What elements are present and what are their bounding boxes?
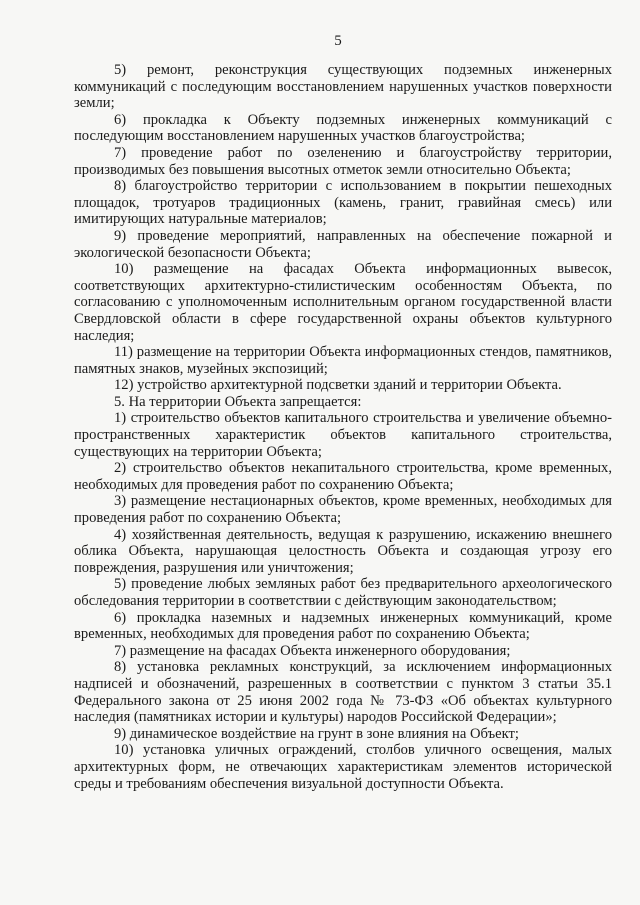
clause-5-10: 10) установка уличных ограждений, столбов уличного освещения, малых архитектурных форм, не отвечающих характеристикам элементов исторической среды и требованиям обеспечения визуальной доступности Объекта. <box>74 742 612 792</box>
clause-5-6: 6) прокладка наземных и надземных инженерных коммуникаций, кроме временных, необходимых для проведения работ по сохранению Объекта; <box>74 609 612 643</box>
clause-5-7: 7) размещение на фасадах Объекта инженерного оборудования; <box>114 642 511 659</box>
clause-4-12: 12) устройство архитектурной подсветки зданий и территории Объекта. <box>114 377 562 394</box>
section-5-heading: 5. На территории Объекта запрещается: <box>114 393 362 410</box>
clause-5-3: 3) размещение нестационарных объектов, кроме временных, необходимых для проведения работ по сохранению Объекта; <box>74 493 612 527</box>
page-number: 5 <box>334 33 342 49</box>
clause-4-5: 5) ремонт, реконструкция существующих подземных инженерных коммуникаций с последующим восстановлением нарушенных участков поверхности земли; <box>74 62 612 112</box>
clause-4-6: 6) прокладка к Объекту подземных инженерных коммуникаций с последующим восстановлением нарушенных участков благоустройства; <box>74 111 612 145</box>
clause-4-9: 9) проведение мероприятий, направленных на обеспечение пожарной и экологической безопасности Объекта; <box>74 227 612 261</box>
clause-4-11: 11) размещение на территории Объекта информационных стендов, памятников, памятных знаков, музейных экспозиций; <box>74 344 612 377</box>
clause-5-9: 9) динамическое воздействие на грунт в зоне влияния на Объект; <box>114 725 519 742</box>
clause-5-4: 4) хозяйственная деятельность, ведущая к разрушению, искажению внешнего облика Объекта, нарушающая целостность Объекта и создающая угрозу его повреждения, разрушения или уничтожения; <box>74 526 612 576</box>
clause-4-8: 8) благоустройство территории с использованием в покрытии пешеходных площадок, тротуаров традиционных (камень, гранит, гравийная смесь) или имитирующих натуральные материалов; <box>74 178 612 228</box>
clause-5-2: 2) строительство объектов некапитального строительства, кроме временных, необходимых для проведения работ по сохранению Объекта; <box>74 460 612 493</box>
clause-4-7: 7) проведение работ по озеленению и благоустройству территории, производимых без повышения высотных отметок земли относительно Объекта; <box>74 144 612 178</box>
clause-5-8: 8) установка рекламных конструкций, за исключением информационных надписей и обозначений, разрешенных в соответствии с пунктом 3 статьи 35.1 Федерального закона от 25 июня 2002 года № 73-ФЗ «Об объектах культурного наследия (памятниках истории и культуры) народов Российской Федерации»; <box>74 659 612 726</box>
clause-5-5: 5) проведение любых земляных работ без предварительного археологического обследования территории в соответствии с действующим законодательством; <box>74 576 612 609</box>
clause-4-10: 10) размещение на фасадах Объекта информационных вывесок, соответствующих архитектурно-стилистическим особенностям Объекта, по согласованию с уполномоченным исполнительным органом государственной власти Свердловской области в сфере государственной охраны объектов культурного наследия; <box>74 261 612 344</box>
clause-5-1: 1) строительство объектов капитального строительства и увеличение объемно-пространственных характеристик объектов капитального строительства, существующих на территории Объекта; <box>74 410 612 460</box>
